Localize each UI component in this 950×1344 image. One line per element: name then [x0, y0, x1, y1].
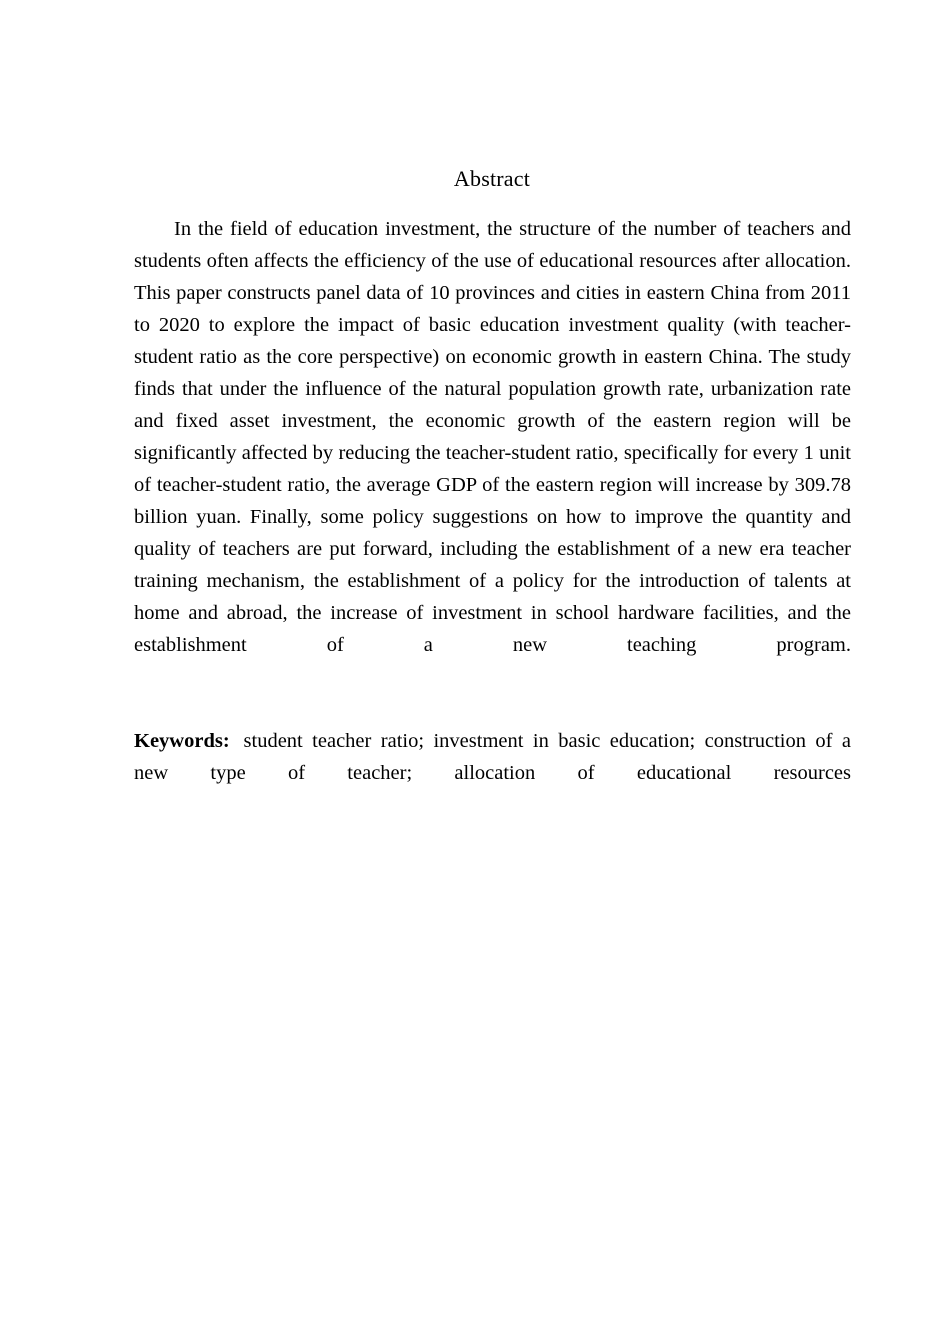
keywords-values: student teacher ratio; investment in basic education; construction of a new type of teacher; allocation of educational resources — [134, 730, 852, 784]
page-title: Abstract — [453, 165, 531, 191]
abstract-body — [134, 213, 851, 693]
abstract-paragraph: In the field of education investment, the structure of the number of teachers and students often affects the efficiency of the use of educational resources after allocation. This paper constructs panel data of 10 provinces and cities in eastern China from 2011 to 2020 to explore the impact of basic education investment quality (with teacher-student ratio as the core perspective) on economic growth in eastern China. The study finds that under the influence of the natural population growth rate, urbanization rate and fixed asset investment, the economic growth of the eastern region will be significantly affected by reducing the teacher-student ratio, specifically for every 1 unit of teacher-student ratio, the average GDP of the eastern region will increase by 309.78 billion yuan. Finally, some policy suggestions on how to improve the quantity and quality of teachers are put forward, including the establishment of a new era teacher training mechanism, the establishment of a policy for the introduction of talents at home and abroad, the increase of investment in school hardware facilities, and the establishment of a new teaching program. — [134, 218, 851, 656]
keywords-line — [134, 725, 851, 821]
keywords-label: Keywords: — [134, 730, 244, 752]
keywords-section — [134, 725, 851, 821]
